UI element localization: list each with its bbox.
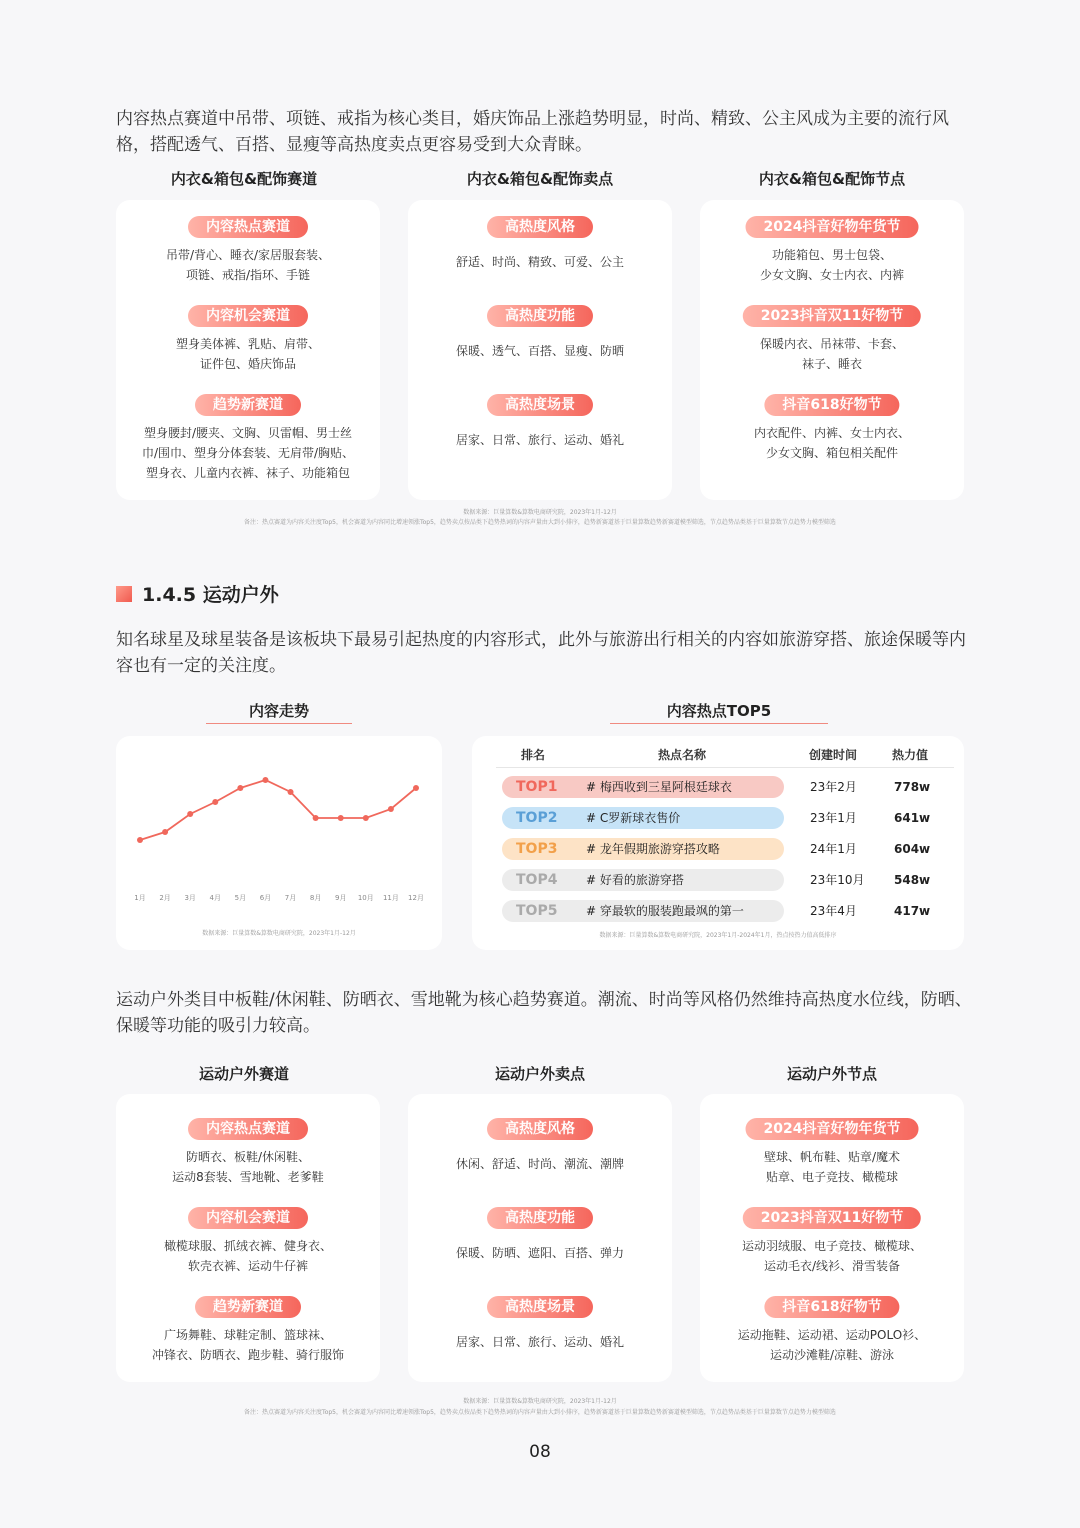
tag-pill: 2024抖音好物年货节 [746, 1118, 919, 1140]
tag-text: 防晒衣、板鞋/休闲鞋、 运动8套装、雪地靴、老爹鞋 [172, 1150, 324, 1184]
section-marker-icon [116, 586, 132, 602]
tag-text: 吊带/背心、睡衣/家居服套装、 项链、戒指/指环、手链 [165, 248, 331, 282]
trend-title: 内容走势 [248, 702, 309, 720]
hot-topic-name: # C罗新球衣售价 [586, 811, 681, 825]
top5-source: 数据来源：巨量算数&算数电商研究院，2023年1月-2024年1月，热点按热力值高低排序 [599, 932, 837, 939]
trend-series-line [140, 780, 416, 840]
hot-topic-name: # 好看的旅游穿搭 [586, 873, 684, 887]
page-number: 08 [529, 1442, 551, 1462]
created-date: 23年4月 [810, 904, 857, 918]
tag-pill: 高热度场景 [487, 394, 593, 416]
tag-pill: 高热度风格 [487, 1118, 593, 1140]
category-card-tracks [116, 1094, 380, 1382]
tag-pill: 高热度功能 [487, 305, 593, 327]
trend-point [162, 829, 168, 835]
x-tick-label: 7月 [284, 894, 297, 902]
trend-point [338, 815, 344, 821]
rank-label: TOP2 [516, 810, 558, 826]
top5-row [502, 900, 942, 922]
trend-point [237, 785, 243, 791]
heat-value: 548w [894, 873, 931, 887]
header-rank: 排名 [520, 748, 545, 762]
tag-pill: 内容热点赛道 [188, 216, 308, 238]
tag-text: 休闲、舒适、时尚、潮流、潮牌 [455, 1157, 624, 1171]
tag-pill: 2023抖音双11好物节 [743, 305, 921, 327]
trend-point [262, 777, 268, 783]
footnote: 备注：热点赛道为内容关注度Top5，机会赛道为内容同比增速领涨Top5，趋势卖点按品类下趋势热词的内容声量由大到小排序，趋势新赛道基于巨量算数趋势新赛道模型筛选，节点趋势品类基于巨量算数节点趋势力模型筛选 [244, 1409, 836, 1416]
intro-paragraph-3: 运动户外类目中板鞋/休闲鞋、防晒衣、雪地靴为核心趋势赛道。潮流、时尚等风格仍然维持高热度水位线，防晒、保暖等功能的吸引力较高。 [116, 990, 972, 1036]
tag-pill: 抖音618好物节 [764, 1296, 899, 1318]
header-heat: 热力值 [891, 748, 928, 762]
created-date: 24年1月 [810, 842, 857, 856]
heat-value: 604w [894, 842, 931, 856]
tag-pill: 2024抖音好物年货节 [746, 216, 919, 238]
trend-point [187, 811, 193, 817]
trend-point [388, 806, 394, 812]
footnote: 备注：热点赛道为内容关注度Top5，机会赛道为内容同比增速领涨Top5，趋势卖点按品类下趋势热词的内容声量由大到小排序，趋势新赛道基于巨量算数趋势新赛道模型筛选，节点趋势品类基于巨量算数节点趋势力模型筛选 [244, 519, 836, 526]
trend-point [137, 837, 143, 843]
top5-panel [472, 736, 964, 950]
x-tick-label: 10月 [357, 894, 374, 902]
rank-label: TOP4 [516, 872, 558, 888]
column-title: 内衣&箱包&配饰赛道 [170, 170, 318, 188]
created-date: 23年1月 [810, 811, 857, 825]
tag-text: 保暖、透气、百搭、显瘦、防晒 [455, 344, 624, 358]
trend-point [413, 785, 419, 791]
x-tick-label: 1月 [134, 894, 146, 902]
x-tick-label: 9月 [334, 894, 347, 902]
category-card-nodes [700, 1094, 964, 1382]
tag-text: 广场舞鞋、球鞋定制、篮球袜、 冲锋衣、防晒衣、跑步鞋、骑行服饰 [151, 1328, 344, 1362]
rank-label: TOP5 [516, 903, 558, 919]
header-date: 创建时间 [808, 748, 857, 762]
column-title: 运动户外赛道 [198, 1065, 289, 1083]
intro-paragraph-2: 知名球星及球星装备是该板块下最易引起热度的内容形式，此外与旅游出行相关的内容如旅游穿搭、旅途保暖等内容也有一定的关注度。 [116, 630, 966, 676]
tag-pill: 高热度场景 [487, 1296, 593, 1318]
trend-chart-panel [116, 736, 442, 950]
tag-pill: 趋势新赛道 [195, 394, 301, 416]
top5-row [502, 807, 942, 829]
trend-point [288, 789, 294, 795]
tag-pill: 高热度功能 [487, 1207, 593, 1229]
x-tick-label: 2月 [159, 894, 171, 902]
x-tick-label: 4月 [209, 894, 222, 902]
top5-row [502, 838, 942, 860]
tag-pill: 内容机会赛道 [188, 305, 308, 327]
tag-text: 运动羽绒服、电子竞技、橄榄球、 运动毛衣/线衫、滑雪装备 [741, 1239, 922, 1273]
header-divider [496, 767, 954, 768]
rank-label: TOP1 [516, 779, 558, 795]
rank-label: TOP3 [516, 841, 558, 857]
column-title: 运动户外卖点 [494, 1065, 585, 1083]
x-tick-label: 3月 [184, 894, 196, 902]
trend-line-chart [116, 736, 442, 950]
tag-pill: 内容热点赛道 [188, 1118, 308, 1140]
heat-value: 778w [894, 780, 931, 794]
header-name: 热点名称 [657, 748, 706, 762]
tag-text: 壁球、帆布鞋、贴章/魔术 贴章、电子竞技、橄榄球 [763, 1150, 901, 1184]
intro-paragraph-1: 内容热点赛道中吊带、项链、戒指为核心类目，婚庆饰品上涨趋势明显，时尚、精致、公主风成为主要的流行风格，搭配透气、百搭、显瘦等高热度卖点更容易受到大众青睐。 [116, 109, 949, 155]
column-title: 运动户外节点 [786, 1065, 877, 1083]
top5-row [502, 869, 942, 891]
trend-point [363, 815, 369, 821]
top5-title-underline [610, 723, 828, 724]
top5-title: 内容热点TOP5 [666, 702, 772, 720]
tag-pill: 抖音618好物节 [764, 394, 899, 416]
tag-text: 居家、日常、旅行、运动、婚礼 [455, 1335, 624, 1349]
category-card-tracks [116, 200, 380, 500]
data-source-note: 数据来源：巨量算数&算数电商研究院，2023年1月-12月 [463, 1398, 617, 1405]
x-tick-label: 8月 [309, 894, 322, 902]
trend-source: 数据来源：巨量算数&算数电商研究院，2023年1月-12月 [202, 930, 356, 937]
heat-value: 641w [894, 811, 931, 825]
x-tick-label: 6月 [259, 894, 272, 902]
tag-text: 橄榄球服、抓绒衣裤、健身衣、 软壳衣裤、运动牛仔裤 [163, 1239, 332, 1273]
tag-pill: 2023抖音双11好物节 [743, 1207, 921, 1229]
data-source-note: 数据来源：巨量算数&算数电商研究院，2023年1月-12月 [463, 509, 617, 516]
tag-text: 塑身腰封/腰夹、文胸、贝雷帽、男士丝 巾/围巾、塑身分体套装、无肩带/胸贴、 塑身衣、儿童内衣裤、袜子、功能箱包 [141, 426, 355, 480]
hot-topic-name: # 梅西收到三星阿根廷球衣 [586, 780, 732, 794]
tag-pill: 内容机会赛道 [188, 1207, 308, 1229]
x-tick-label: 11月 [382, 894, 399, 902]
tag-text: 内衣配件、内裤、女士内衣、 少女文胸、箱包相关配件 [753, 426, 910, 460]
column-title: 内衣&箱包&配饰卖点 [466, 170, 614, 188]
tag-text: 塑身美体裤、乳贴、肩带、 证件包、婚庆饰品 [175, 337, 320, 371]
x-tick-label: 12月 [408, 894, 424, 902]
category-card-nodes [700, 200, 964, 500]
section-heading [116, 580, 279, 607]
trend-title-underline [206, 723, 352, 724]
hot-topic-name: # 穿最软的服装跑最飒的第一 [586, 904, 744, 918]
created-date: 23年10月 [810, 873, 865, 887]
tag-text: 保暖、防晒、遮阳、百搭、弹力 [455, 1246, 624, 1260]
category-card-selling-points [408, 1094, 672, 1382]
heat-value: 417w [894, 904, 931, 918]
column-title: 内衣&箱包&配饰节点 [758, 170, 906, 188]
tag-pill: 趋势新赛道 [195, 1296, 301, 1318]
tag-text: 舒适、时尚、精致、可爱、公主 [455, 255, 624, 269]
section-title: 1.4.5 运动户外 [142, 584, 279, 606]
tag-text: 居家、日常、旅行、运动、婚礼 [455, 433, 624, 447]
category-card-selling-points [408, 200, 672, 500]
trend-point [212, 799, 218, 805]
trend-point [313, 815, 319, 821]
tag-text: 保暖内衣、吊袜带、卡套、 袜子、睡衣 [759, 337, 904, 371]
tag-pill: 高热度风格 [487, 216, 593, 238]
tag-text: 功能箱包、男士包袋、 少女文胸、女士内衣、内裤 [759, 248, 904, 282]
created-date: 23年2月 [810, 780, 857, 794]
top5-row [502, 776, 942, 798]
x-tick-label: 5月 [234, 894, 247, 902]
tag-text: 运动拖鞋、运动裙、运动POLO衫、 运动沙滩鞋/凉鞋、游泳 [737, 1328, 927, 1362]
hot-topic-name: # 龙年假期旅游穿搭攻略 [586, 842, 720, 856]
